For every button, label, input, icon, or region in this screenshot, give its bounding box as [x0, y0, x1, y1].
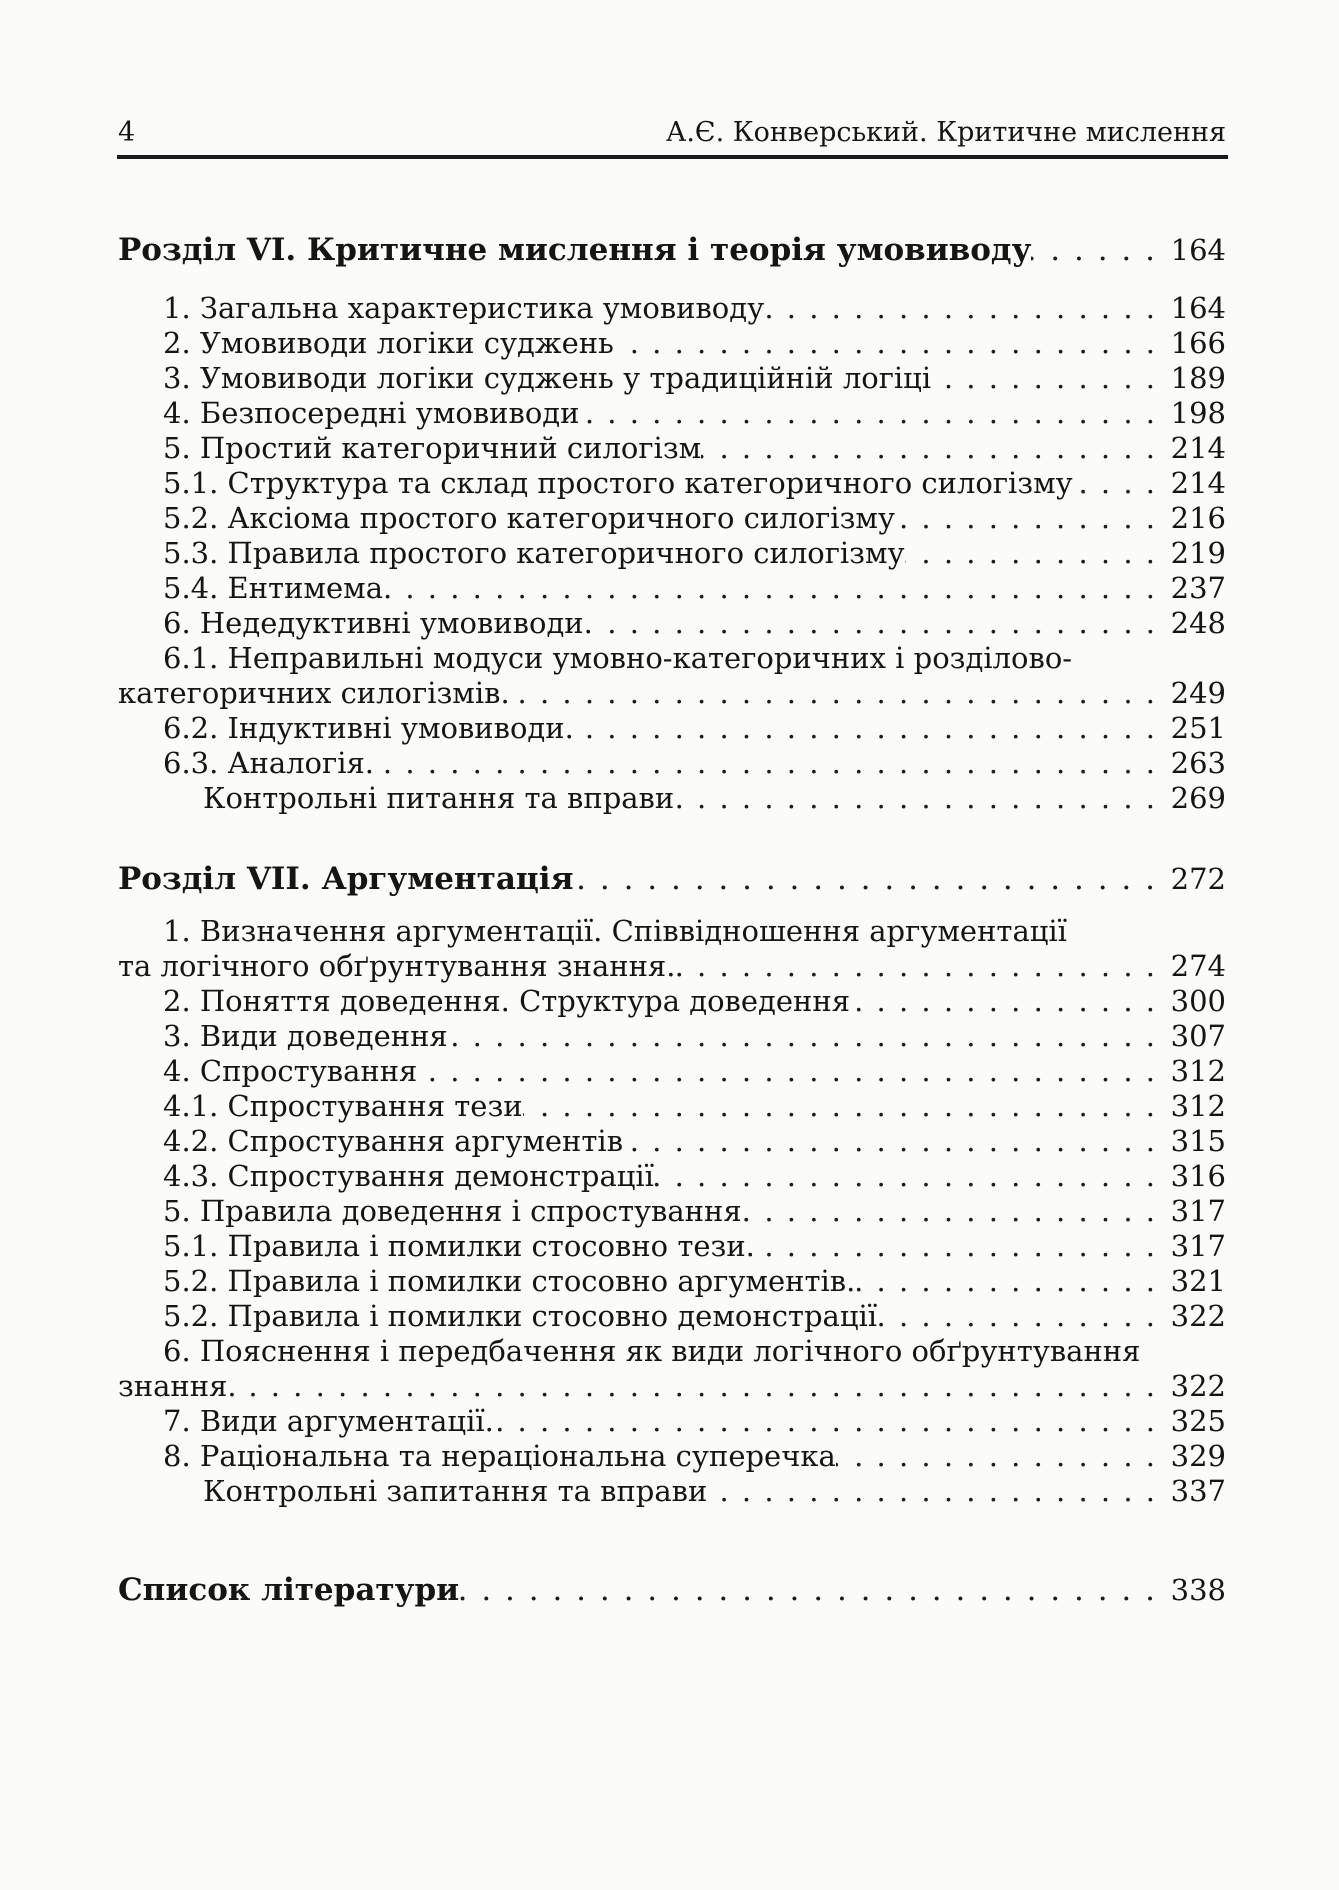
dot-leader	[459, 1571, 1155, 1609]
dot-leader	[654, 1159, 1155, 1194]
page-ref: 317	[1170, 1194, 1226, 1228]
toc-entry	[118, 746, 1226, 781]
entry-label: 1. Загальна характеристика умовиводу	[163, 291, 765, 325]
entry-label: та логічного обґрунтування знання.	[118, 949, 676, 983]
chapter-heading	[118, 860, 1226, 898]
toc-entry	[118, 326, 1226, 361]
page-ref: 216	[1170, 501, 1226, 535]
page-ref: 312	[1170, 1054, 1226, 1088]
page-header	[0, 0, 1339, 150]
page-ref: 164	[1170, 291, 1226, 325]
entry-label: Список літератури	[118, 1572, 460, 1608]
page-ref: 219	[1170, 536, 1226, 570]
dot-leader	[895, 501, 1155, 536]
dot-leader	[448, 1019, 1155, 1054]
dot-leader	[764, 291, 1155, 326]
dot-leader	[574, 711, 1155, 746]
page-ref: 248	[1170, 606, 1226, 640]
entry-label: 6. Пояснення і передбачення як види логічного обґрунтування	[163, 1334, 1141, 1368]
page-ref: 166	[1170, 326, 1226, 360]
page-ref: 269	[1170, 781, 1226, 815]
dot-leader	[614, 326, 1155, 361]
entry-label: 5.1. Структура та склад простого категоричного силогізму	[163, 466, 1073, 500]
entry-label: 5.4. Ентимема.	[163, 571, 393, 605]
entry-label: 4. Спростування	[163, 1054, 418, 1088]
entry-label: 4. Безпосередні умовиводи	[163, 396, 580, 430]
page-ref: 329	[1170, 1439, 1226, 1473]
dot-leader	[675, 949, 1155, 984]
toc-entry-continuation	[118, 676, 1226, 711]
toc-entry	[118, 606, 1226, 641]
entry-label: категоричних силогізмів.	[118, 676, 510, 710]
entry-label: 4.3. Спростування демонстрації	[163, 1159, 654, 1193]
entry-label: 5. Простий категоричний силогізм	[163, 431, 702, 465]
toc-entry-wrap-line	[118, 1334, 1226, 1369]
page-ref: 237	[1170, 571, 1226, 605]
entry-label: 5.2. Правила і помилки стосовно демонстрації	[163, 1299, 878, 1333]
dot-leader	[593, 606, 1155, 641]
entry-label: 3. Види доведення	[163, 1019, 448, 1053]
dot-leader	[623, 1124, 1155, 1159]
page-ref: 312	[1170, 1089, 1226, 1123]
table-of-contents	[0, 231, 1339, 1609]
dot-leader	[1031, 231, 1155, 269]
page-ref: 198	[1170, 396, 1226, 430]
toc-entry	[118, 1404, 1226, 1439]
toc-entry-questions	[118, 781, 1226, 816]
page-ref: 272	[1170, 862, 1226, 896]
toc-entry	[118, 291, 1226, 326]
page-ref: 321	[1170, 1264, 1226, 1298]
page-ref: 300	[1170, 984, 1226, 1018]
dot-leader	[674, 781, 1155, 816]
entry-label: 3. Умовиводи логіки суджень у традиційній логіці	[163, 361, 932, 395]
entry-label: Контрольні запитання та вправи	[203, 1474, 708, 1508]
dot-leader	[905, 536, 1155, 571]
dot-leader	[374, 746, 1155, 781]
toc-entry-wrap-line	[118, 641, 1226, 676]
entry-label: Розділ VII. Аргументація	[118, 861, 574, 897]
toc-entry	[118, 1229, 1226, 1264]
page-ref: 338	[1170, 1573, 1226, 1607]
chapter-heading	[118, 231, 1226, 269]
dot-leader	[523, 1089, 1155, 1124]
entry-label: 5.1. Правила і помилки стосовно тези.	[163, 1229, 755, 1263]
entry-label: 5.3. Правила простого категоричного силогізму	[163, 536, 905, 570]
toc-entry	[118, 1054, 1226, 1089]
page-ref: 263	[1170, 746, 1226, 780]
toc-entry-continuation	[118, 1369, 1226, 1404]
page-ref: 317	[1170, 1229, 1226, 1263]
page-ref: 249	[1170, 676, 1226, 710]
entry-label: Контрольні питання та вправи	[203, 781, 675, 815]
entry-label: 6. Недедуктивні умовиводи.	[163, 606, 593, 640]
page-ref: 337	[1170, 1474, 1226, 1508]
page-ref: 214	[1170, 431, 1226, 465]
entry-label: Розділ VI. Критичне мислення і теорія умовиводу	[118, 232, 1032, 268]
dot-leader	[855, 1264, 1155, 1299]
dot-leader	[494, 1404, 1155, 1439]
toc-entry	[118, 361, 1226, 396]
dot-leader	[417, 1054, 1155, 1089]
dot-leader	[573, 860, 1155, 898]
dot-leader	[579, 396, 1155, 431]
entry-label: 4.2. Спростування аргументів	[163, 1124, 624, 1158]
entry-label: 2. Умовиводи логіки суджень	[163, 326, 614, 360]
toc-entry	[118, 1439, 1226, 1474]
entry-label: знання.	[118, 1369, 237, 1403]
toc-entry-wrap-line	[118, 914, 1226, 949]
dot-leader	[850, 984, 1155, 1019]
page-ref: 325	[1170, 1404, 1226, 1438]
toc-entry	[118, 711, 1226, 746]
dot-leader	[877, 1299, 1155, 1334]
toc-entry	[118, 1159, 1226, 1194]
entry-label: 6.3. Аналогія.	[163, 746, 375, 780]
toc-entry	[118, 571, 1226, 606]
toc-entry-continuation	[118, 949, 1226, 984]
entry-label: 2. Поняття доведення. Структура доведення	[163, 984, 851, 1018]
dot-leader	[701, 431, 1155, 466]
toc-entry	[118, 431, 1226, 466]
entry-label: 8. Раціональна та нераціональна суперечка	[163, 1439, 836, 1473]
toc-entry	[118, 1299, 1226, 1334]
dot-leader	[836, 1439, 1155, 1474]
page-ref: 164	[1170, 233, 1226, 267]
page-ref: 214	[1170, 466, 1226, 500]
page-ref: 251	[1170, 711, 1226, 745]
literature-heading	[118, 1571, 1226, 1609]
page-ref: 322	[1170, 1299, 1226, 1333]
toc-entry	[118, 1194, 1226, 1229]
entry-label: 5. Правила доведення і спростування.	[163, 1194, 751, 1228]
toc-section-vii	[118, 860, 1226, 1509]
page-ref: 315	[1170, 1124, 1226, 1158]
page-ref: 307	[1170, 1019, 1226, 1053]
entry-label: 7. Види аргументації.	[163, 1404, 494, 1438]
page-ref: 274	[1170, 949, 1226, 983]
page-number: 4	[118, 117, 136, 148]
running-title: А.Є. Конверський. Критичне мислення	[665, 117, 1226, 148]
page-ref: 322	[1170, 1369, 1226, 1403]
page-ref: 189	[1170, 361, 1226, 395]
entry-label: 4.1. Спростування тези	[163, 1089, 523, 1123]
dot-leader	[931, 361, 1155, 396]
dot-leader	[707, 1474, 1155, 1509]
toc-entry	[118, 1019, 1226, 1054]
header-rule	[117, 155, 1228, 159]
dot-leader	[392, 571, 1155, 606]
dot-leader	[237, 1369, 1155, 1404]
toc-entry	[118, 536, 1226, 571]
toc-entry	[118, 396, 1226, 431]
dot-leader	[510, 676, 1155, 711]
toc-entry	[118, 501, 1226, 536]
toc-entry	[118, 1264, 1226, 1299]
entry-label: 5.2. Аксіома простого категоричного силогізму	[163, 501, 896, 535]
entry-label: 6.2. Індуктивні умовиводи.	[163, 711, 574, 745]
entry-label: 1. Визначення аргументації. Співвідношення аргументації	[163, 914, 1067, 948]
toc-entry	[118, 984, 1226, 1019]
toc-section-vi	[118, 231, 1226, 816]
toc-entry	[118, 466, 1226, 501]
toc-entry	[118, 1124, 1226, 1159]
toc-entry-questions	[118, 1474, 1226, 1509]
dot-leader	[1073, 466, 1155, 501]
toc-entry	[118, 1089, 1226, 1124]
dot-leader	[755, 1229, 1155, 1264]
page-ref: 316	[1170, 1159, 1226, 1193]
dot-leader	[751, 1194, 1155, 1229]
entry-label: 6.1. Неправильні модуси умовно-категоричних і розділово-	[163, 641, 1073, 675]
entry-label: 5.2. Правила і помилки стосовно аргументів.	[163, 1264, 856, 1298]
